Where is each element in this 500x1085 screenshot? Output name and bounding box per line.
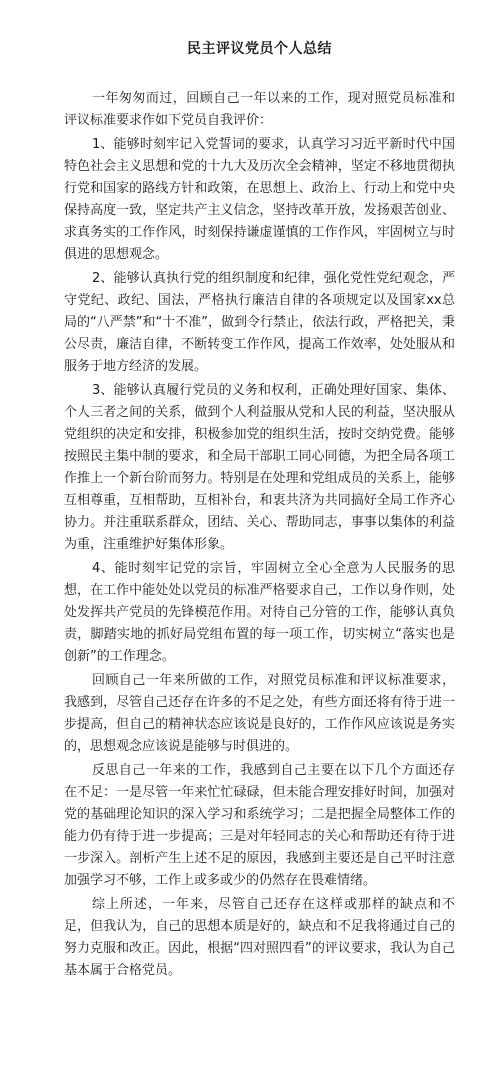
paragraph-reflection: 反思自己一年来的工作，我感到自己主要在以下几个方面还存在不足：一是尽管一年来忙忙碌碌，但未能合理安排好时间，加强对党的基础理论知识的深入学习和系统学习；二是把握全局整体工作的能力仍有待于进一步提高；三是对年轻同志的关心和帮助还有待于进一步深入。剖析产生上述不足的原因，我感到主要还是自己平时注意加强学习不够，工作上或多或少的仍然存在畏难情绪。 [64,763,455,888]
paragraph-review: 回顾自己一年来所做的工作，对照党员标准和评议标准要求，我感到，尽管自己还存在许多的不足之处，有些方面还将有待于进一步提高，但自己的精神状态应该说是良好的，工作作风应该说是务实的，思想观念应该说是能够与时俱进的。 [64,673,455,754]
document-title: 民主评议党员个人总结 [187,41,332,57]
paragraph-point-1: 1、能够时刻牢记入党誓词的要求，认真学习习近平新时代中国特色社会主义思想和党的十九大及历次全会精神，坚定不移地贯彻执行党和国家的路线方针和政策，在思想上、政治上、行动上和党中央保持高度一致，坚定共产主义信念，坚持改革开放，发扬艰苦创业、求真务实的工作作风，时刻保持谦虚谨慎的工作作风，牢固树立与时俱进的思想观念。 [64,137,455,262]
paragraph-point-4: 4、能时刻牢记党的宗旨，牢固树立全心全意为人民服务的思想，在工作中能处处以党员的标准严格要求自己，工作以身作则，处处发挥共产党员的先锋模范作用。对待自己分管的工作，能够认真负责，脚踏实地的抓好局党组布置的每一项工作，切实树立“落实也是创新”的工作理念。 [64,561,455,664]
paragraph-point-2: 2、能够认真执行党的组织制度和纪律，强化党性党纪观念，严守党纪、政纪、国法，严格执行廉洁自律的各项规定以及国家xx总局的“八严禁”和“十不准”，做到令行禁止，依法行政，严格把关，秉公尽责，廉洁自律，不断转变工作作风，提高工作效率，处处服从和服务于地方经济的发展。 [64,271,455,374]
paragraph-point-3: 3、能够认真履行党员的义务和权利，正确处理好国家、集体、个人三者之间的关系，做到个人利益服从党和人民的利益，坚决服从党组织的决定和安排，积极参加党的组织生活，按时交纳党费。能够按照民主集中制的要求，和全局干部职工同心同德，为把全局各项工作推上一个新台阶而努力。特别是在处理和党组成员的关系上，能够互相尊重，互相帮助，互相补台，和衷共济为共同搞好全局工作齐心协力。并注重联系群众，团结、关心、帮助同志，事事以集体的利益为重，注重维护好集体形象。 [64,383,455,552]
paragraph-intro: 一年匆匆而过，回顾自己一年以来的工作，现对照党员标准和评议标准要求作如下党员自我评价： [64,91,455,128]
paragraph-conclusion: 综上所述，一年来，尽管自己还存在这样或那样的缺点和不足，但我认为，自己的思想本质是好的，缺点和不足我将通过自己的努力克服和改正。因此，根据“四对照四看”的评议要求，我认为自己基本属于合格党员。 [64,897,455,978]
